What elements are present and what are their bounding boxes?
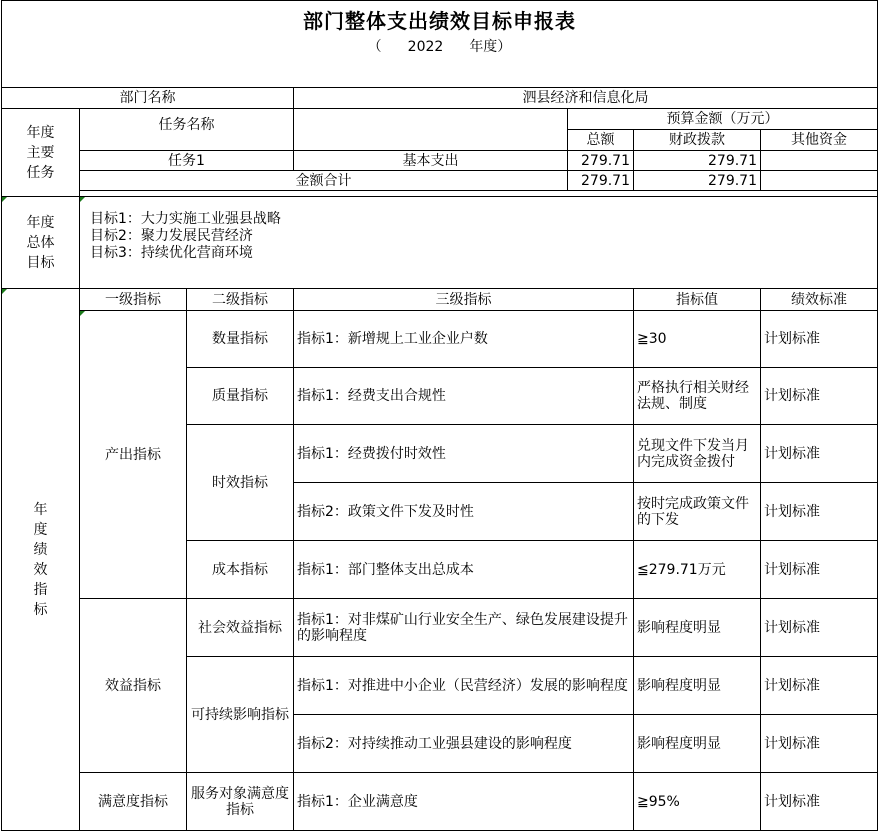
level1-satisfaction: 满意度指标 [80, 773, 187, 831]
task-name-header: 任务名称 [80, 109, 294, 151]
header-value: 指标值 [634, 289, 761, 311]
indicator-value: 影响程度明显 [634, 599, 761, 657]
task-name-blank [294, 109, 568, 151]
indicator-value: 影响程度明显 [634, 715, 761, 773]
performance-indicators-label: 年 度 绩 效 指 标 [2, 289, 80, 831]
level2-service-satisfaction: 服务对象满意度指标 [187, 773, 294, 831]
indicator-name: 指标1：对推进中小企业（民营经济）发展的影响程度 [294, 657, 634, 715]
col-total: 总额 [568, 130, 634, 151]
task-row-name: 任务1 [80, 151, 294, 171]
header-level3: 三级指标 [294, 289, 634, 311]
indicator-standard: 计划标准 [761, 483, 878, 541]
year-line [5, 39, 874, 55]
year-open-paren: （ [367, 39, 382, 55]
level2-social-benefit: 社会效益指标 [187, 599, 294, 657]
level2-cost: 成本指标 [187, 541, 294, 599]
performance-target-form [1, 0, 878, 831]
indicator-name: 指标1：部门整体支出总成本 [294, 541, 634, 599]
indicator-value: ≦279.71万元 [634, 541, 761, 599]
indicator-value: ≧30 [634, 311, 761, 368]
budget-amount-header: 预算金额（万元） [568, 109, 878, 130]
sum-other [761, 171, 878, 191]
sum-total: 279.71 [568, 171, 634, 191]
col-fiscal: 财政拨款 [634, 130, 761, 151]
level2-quality: 质量指标 [187, 368, 294, 425]
annual-tasks-label: 年度 主要 任务 [2, 109, 80, 197]
overall-goals-label: 年度 总体 目标 [2, 197, 80, 289]
level2-sustainable-impact: 可持续影响指标 [187, 657, 294, 773]
indicator-name: 指标1：新增规上工业企业户数 [294, 311, 634, 368]
task-row-content: 基本支出 [294, 151, 568, 171]
overall-goals-content [80, 197, 878, 289]
dept-name-value: 泗县经济和信息化局 [294, 88, 878, 109]
indicator-name: 指标2：对持续推动工业强县建设的影响程度 [294, 715, 634, 773]
indicator-standard: 计划标准 [761, 311, 878, 368]
task-row-other [761, 151, 878, 171]
indicator-standard: 计划标准 [761, 715, 878, 773]
indicator-value: 影响程度明显 [634, 657, 761, 715]
task-row-fiscal: 279.71 [634, 151, 761, 171]
task-row-total: 279.71 [568, 151, 634, 171]
indicator-standard: 计划标准 [761, 657, 878, 715]
indicator-value: 按时完成政策文件的下发 [634, 483, 761, 541]
indicator-standard: 计划标准 [761, 541, 878, 599]
indicator-value: 兑现文件下发当月内完成资金拨付 [634, 425, 761, 483]
goal-line: 目标3：持续优化营商环境 [90, 245, 253, 261]
indicator-name: 指标1：经费拨付时效性 [294, 425, 634, 483]
col-other: 其他资金 [761, 130, 878, 151]
indicator-value: 严格执行相关财经法规、制度 [634, 368, 761, 425]
level2-quantity: 数量指标 [187, 311, 294, 368]
indicator-name: 指标1：对非煤矿山行业安全生产、绿色发展建设提升的影响程度 [294, 599, 634, 657]
form-header [2, 1, 878, 88]
indicator-name: 指标1：经费支出合规性 [294, 368, 634, 425]
level2-timeliness: 时效指标 [187, 425, 294, 541]
sum-fiscal: 279.71 [634, 171, 761, 191]
header-level2: 二级指标 [187, 289, 294, 311]
indicator-standard: 计划标准 [761, 773, 878, 831]
indicator-value: ≧95% [634, 773, 761, 831]
indicator-standard: 计划标准 [761, 599, 878, 657]
indicator-standard: 计划标准 [761, 368, 878, 425]
year-value: 2022 [407, 39, 444, 55]
goal-line: 目标1：大力实施工业强县战略 [90, 211, 281, 227]
form-title: 部门整体支出绩效目标申报表 [303, 9, 576, 33]
indicator-name: 指标1：企业满意度 [294, 773, 634, 831]
header-standard: 绩效标准 [761, 289, 878, 311]
header-level1: 一级指标 [80, 289, 187, 311]
level1-benefit: 效益指标 [80, 599, 187, 773]
level1-output: 产出指标 [80, 311, 187, 599]
indicator-name: 指标2：政策文件下发及时性 [294, 483, 634, 541]
dept-name-label: 部门名称 [2, 88, 294, 109]
indicator-standard: 计划标准 [761, 425, 878, 483]
sum-label: 金额合计 [80, 171, 568, 191]
year-unit: 年度） [469, 39, 512, 55]
goal-line: 目标2：聚力发展民营经济 [90, 228, 253, 244]
